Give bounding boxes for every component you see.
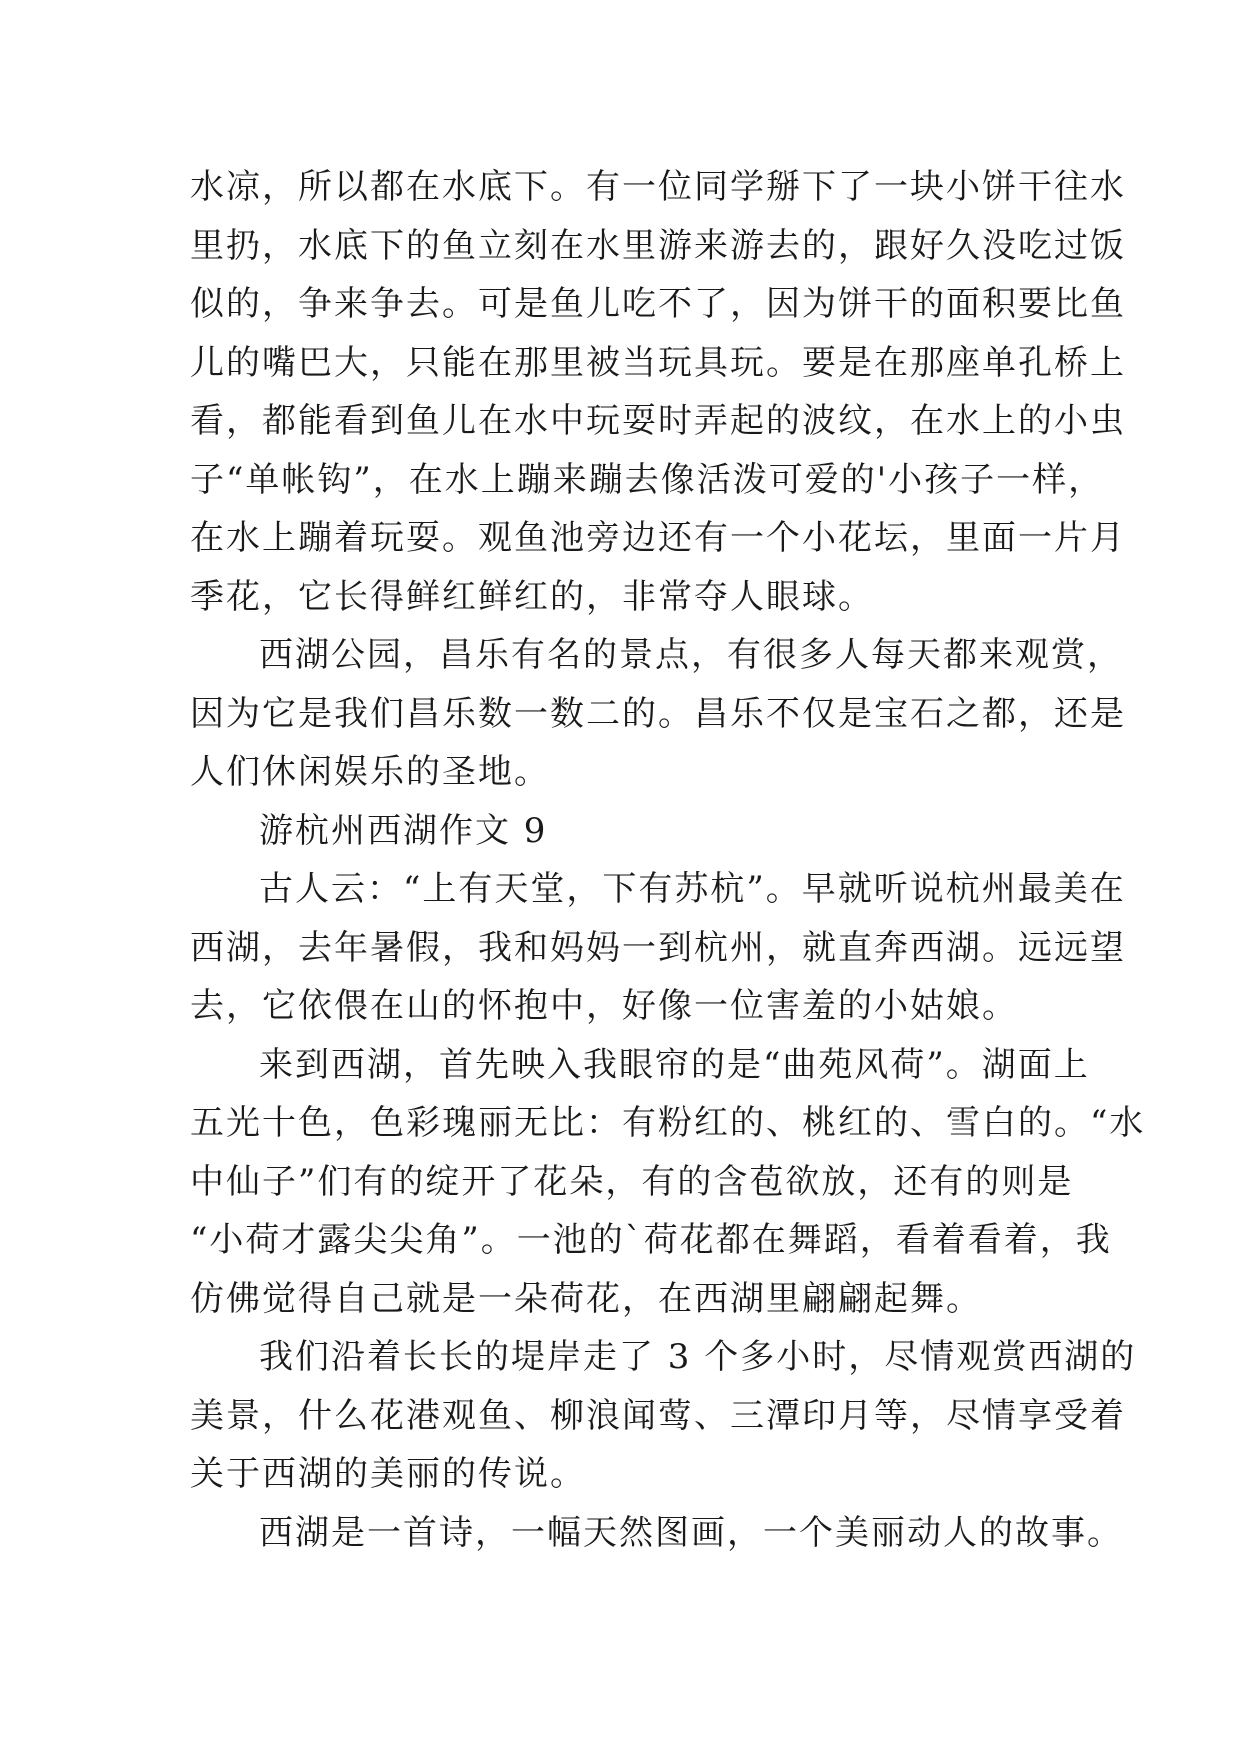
text-line: 人们休闲娱乐的圣地。 <box>190 752 550 792</box>
text-line: 子“单帐钩”，在水上蹦来蹦去像活泼可爱的'小孩子一样， <box>190 459 1105 500</box>
text-line: 西湖是一首诗，一幅天然图画，一个美丽动人的故事。 <box>259 1512 1123 1553</box>
text-line: 关于西湖的美丽的传说。 <box>190 1454 586 1494</box>
text-line: 中仙子”们有的绽开了花朵，有的含苞欲放，还有的则是 <box>190 1161 1074 1202</box>
text-line: 去，它依偎在山的怀抱中，好像一位害羞的小姑娘。 <box>190 986 1018 1026</box>
text-line: 西湖，去年暑假，我和妈妈一到杭州，就直奔西湖。远远望 <box>190 927 1126 968</box>
text-line: 因为它是我们昌乐数一数二的。昌乐不仅是宝石之都，还是 <box>190 693 1126 734</box>
text-line: 似的，争来争去。可是鱼儿吃不了，因为饼干的面积要比鱼 <box>190 284 1126 324</box>
text-line: 我们沿着长长的堤岸走了 3 个多小时，尽情观赏西湖的 <box>259 1337 1137 1377</box>
text-line: 季花，它长得鲜红鲜红的，非常夺人眼球。 <box>190 576 874 617</box>
document-body <box>190 158 1146 1562</box>
text-line: 游杭州西湖作文 9 <box>259 810 548 851</box>
text-line: 仿佛觉得自己就是一朵荷花，在西湖里翩翩起舞。 <box>190 1278 982 1319</box>
text-line: 古人云：“上有天堂，下有苏杭”。早就听说杭州最美在 <box>259 869 1126 909</box>
text-line: 水凉，所以都在水底下。有一位同学掰下了一块小饼干往水 <box>190 167 1126 207</box>
text-line: 美景，什么花港观鱼、柳浪闻莺、三潭印月等，尽情享受着 <box>190 1395 1126 1436</box>
text-line: 儿的嘴巴大，只能在那里被当玩具玩。要是在那座单孔桥上 <box>190 342 1126 383</box>
text-line: 在水上蹦着玩耍。观鱼池旁边还有一个小花坛，里面一片月 <box>190 518 1126 558</box>
text-line: “小荷才露尖尖角”。一池的`荷花都在舞蹈，看着看着，我 <box>190 1220 1112 1260</box>
text-line: 五光十色，色彩瑰丽无比：有粉红的、桃红的、雪白的。“水 <box>190 1103 1146 1143</box>
text-line: 看，都能看到鱼儿在水中玩耍时弄起的波纹，在水上的小虫 <box>190 401 1126 441</box>
text-line: 来到西湖，首先映入我眼帘的是“曲苑风荷”。湖面上 <box>259 1044 1090 1085</box>
text-line: 西湖公园，昌乐有名的景点，有很多人每天都来观赏， <box>259 635 1123 675</box>
text-line: 里扔，水底下的鱼立刻在水里游来游去的，跟好久没吃过饭 <box>190 225 1126 266</box>
